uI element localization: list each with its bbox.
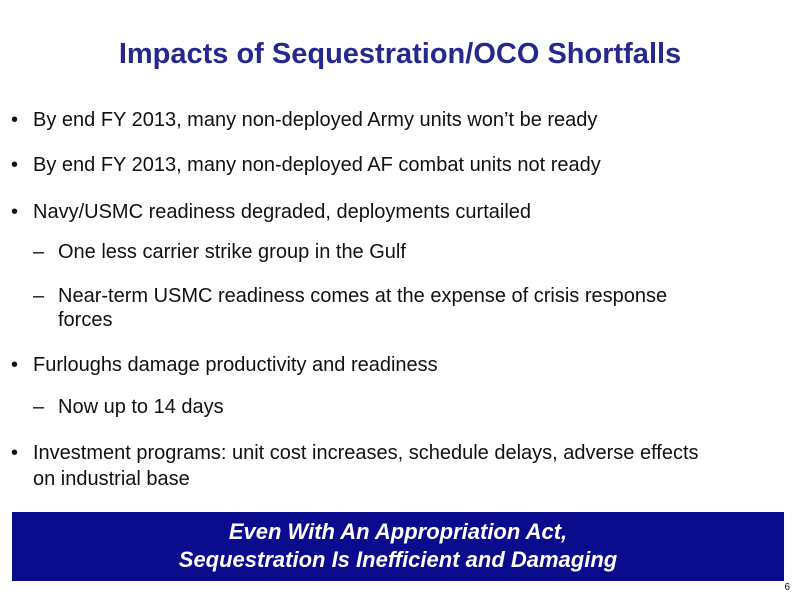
bullet-marker: • [11,154,19,176]
bullet-text-furloughs: Furloughs damage productivity and readiness [33,354,438,376]
bullet-text-investment-cont: on industrial base [33,468,190,490]
bullet-text-investment: Investment programs: unit cost increases, schedule delays, adverse effects [33,442,699,464]
slide-title: Impacts of Sequestration/OCO Shortfalls [118,38,682,70]
subbullet-text-usmc-readiness-cont: forces [58,309,113,331]
subbullet-text-carrier: One less carrier strike group in the Gulf [58,241,406,263]
bullet-marker: • [11,109,19,131]
banner-line-1: Even With An Appropriation Act, [228,519,568,544]
bullet-marker: • [11,442,19,464]
dash-marker: – [33,241,45,263]
subbullet-text-usmc-readiness: Near-term USMC readiness comes at the expense of crisis response [58,285,668,307]
bullet-text-af: By end FY 2013, many non-deployed AF combat units not ready [33,154,601,176]
bullet-text-navy-usmc: Navy/USMC readiness degraded, deployments curtailed [33,201,532,223]
dash-marker: – [33,285,45,307]
banner-line-2: Sequestration Is Inefficient and Damaging [178,547,618,572]
bullet-text-army: By end FY 2013, many non-deployed Army units won’t be ready [33,109,598,131]
bullet-marker: • [11,201,19,223]
subbullet-text-furlough-days: Now up to 14 days [58,396,224,418]
conclusion-banner [12,512,784,581]
page-number: 6 [784,582,790,593]
dash-marker: – [33,396,45,418]
bullet-marker: • [11,354,19,376]
